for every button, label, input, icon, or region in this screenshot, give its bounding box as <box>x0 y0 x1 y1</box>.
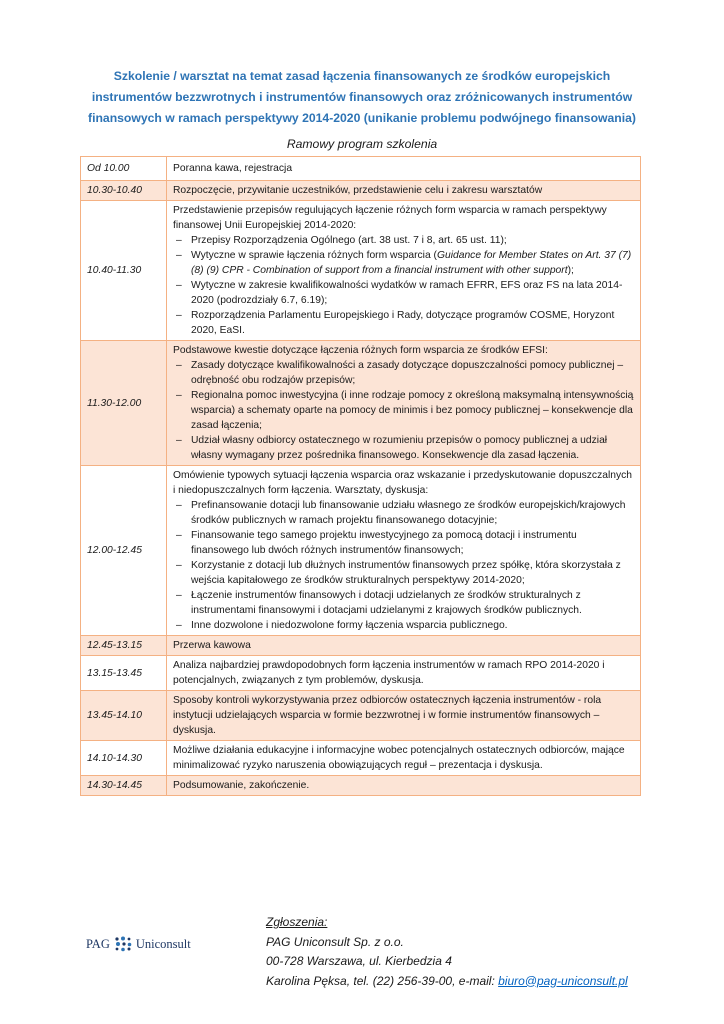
description-cell: Sposoby kontroli wykorzystywania przez odbiorców ostatecznych łączenia instrumentów - rola instytucji udzielających wsparcia w formie bezzwrotnej i w formie instrumentów finansowych – dyskusja. <box>167 691 641 741</box>
description-cell <box>167 466 641 636</box>
email-link[interactable]: biuro@pag-uniconsult.pl <box>498 973 628 988</box>
time-cell: 10.30-10.40 <box>81 181 167 201</box>
guidance-title: Guidance for Member States on Art. 37 (7) (8) (9) CPR - Combination of support from a financial instrument with other support <box>191 250 632 276</box>
description-cell: Przerwa kawowa <box>167 636 641 656</box>
time-cell: 12.45-13.15 <box>81 636 167 656</box>
time-cell: 13.15-13.45 <box>81 656 167 691</box>
table-row <box>81 181 641 201</box>
description-intro: Podstawowe kwestie dotyczące łączenia różnych form wsparcia ze środków EFSI: <box>173 345 548 356</box>
table-row <box>81 466 641 636</box>
time-cell: 13.45-14.10 <box>81 691 167 741</box>
contact-heading: Zgłoszenia: <box>266 915 328 929</box>
list-item: – Inne dozwolone i niedozwolone formy łączenia wsparcia publicznego. <box>173 618 634 633</box>
logo-text-left: PAG <box>86 936 110 951</box>
list-item: – Wytyczne w zakresie kwalifikowalności wydatków w ramach EFRR, EFS oraz FS na lata 2014-2020 (podrozdziały 6.7, 6.19); <box>173 278 634 308</box>
description-intro: Przedstawienie przepisów regulujących łączenie różnych form wsparcia w ramach perspektywy finansowej Unii Europejskiej 2014-2020: <box>173 205 607 231</box>
contact-address: 00-728 Warszawa, ul. Kierbedzia 4 <box>266 954 452 968</box>
description-cell: Podsumowanie, zakończenie. <box>167 776 641 796</box>
time-cell: 11.30-12.00 <box>81 341 167 466</box>
list-item: – Finansowanie tego samego projektu inwestycyjnego za pomocą dotacji i instrumentu finansowego lub dwóch różnych instrumentów finansowych; <box>173 528 634 558</box>
description-cell: Możliwe działania edukacyjne i informacyjne wobec potencjalnych ostatecznych odbiorców, mające minimalizować ryzyko naruszenia obowiązujących reguł – prezentacja i dyskusja. <box>167 741 641 776</box>
list-item: – Regionalna pomoc inwestycyjna (i inne rodzaje pomocy z określoną maksymalną intensywnością wsparcia) a schematy oparte na pomocy de minimis i bez pomocy publicznej – konsekwencje dla zasad łączenia; <box>173 388 634 433</box>
contact-block <box>266 913 628 991</box>
table-row <box>81 201 641 341</box>
time-cell: Od 10.00 <box>81 157 167 181</box>
table-row <box>81 636 641 656</box>
list-item: – Łączenie instrumentów finansowych i dotacji udzielanych ze środków strukturalnych z instrumentami finansowymi i dotacjami udzielanymi z krajowych środków publicznych. <box>173 588 634 618</box>
list-item: – Zasady dotyczące kwalifikowalności a zasady dotyczące dopuszczalności pomocy publicznej – odrębność obu rodzajów przepisów; <box>173 358 634 388</box>
logo-text-right: Uniconsult <box>135 936 191 951</box>
description-cell <box>167 341 641 466</box>
list-item: – Prefinansowanie dotacji lub finansowanie udziału własnego ze środków europejskich/krajowych środków publicznych w ramach projektu finansowanego dotacyjnie; <box>173 498 634 528</box>
schedule-table <box>80 156 641 796</box>
company-logo <box>86 936 191 952</box>
list-item: – Udział własny odbiorcy ostatecznego w rozumieniu przepisów o pomocy publicznej a udział własny wymagany przez pośrednika finansowego. Konsekwencje dla zasad łączenia. <box>173 433 634 463</box>
description-cell: Rozpoczęcie, przywitanie uczestników, przedstawienie celu i zakresu warsztatów <box>167 181 641 201</box>
list-item-text: Wytyczne w sprawie łączenia różnych form wsparcia ( <box>191 250 437 261</box>
list-item <box>173 248 634 278</box>
document-subtitle: Ramowy program szkolenia <box>286 137 438 151</box>
table-row <box>81 157 641 181</box>
description-intro: Omówienie typowych sytuacji łączenia wsparcia oraz wskazanie i przedyskutowanie dopuszczalnych i niedopuszczalnych form łączenia. Warsztaty, dyskusja: <box>173 470 632 496</box>
table-row <box>81 656 641 691</box>
time-cell: 10.40-11.30 <box>81 201 167 341</box>
logo-dots-icon <box>114 936 132 952</box>
contact-company: PAG Uniconsult Sp. z o.o. <box>266 934 404 949</box>
list-item: – Przepisy Rozporządzenia Ogólnego (art. 38 ust. 7 i 8, art. 65 ust. 11); <box>173 233 634 248</box>
description-cell: Poranna kawa, rejestracja <box>167 157 641 181</box>
list-item-text: ); <box>567 265 574 276</box>
table-row <box>81 776 641 796</box>
table-row <box>81 691 641 741</box>
contact-person-line <box>266 972 628 992</box>
list-item: – Rozporządzenia Parlamentu Europejskiego i Rady, dotyczące programów COSME, Horyzont 2020, EaSI. <box>173 308 634 338</box>
time-cell: 14.10-14.30 <box>81 741 167 776</box>
table-row <box>81 741 641 776</box>
description-cell: Analiza najbardziej prawdopodobnych form łączenia instrumentów w ramach RPO 2014-2020 i potencjalnych, związanych z tym problemów, dyskusja. <box>167 656 641 691</box>
time-cell: 12.00-12.45 <box>81 466 167 636</box>
description-cell <box>167 201 641 341</box>
document-title: Szkolenie / warsztat na temat zasad łączenia finansowanych ze środków europejskich instrumentów bezzwrotnych i instrumentów finansowych oraz zróżnicowanych instrumentów finansowych w ramach perspektywy 2014-2020 (unikanie problemu podwójnego finansowania) <box>88 69 636 125</box>
bullet-list <box>173 358 634 463</box>
bullet-list <box>173 233 634 338</box>
contact-person: Karolina Pęksa, tel. (22) 256-39-00, e-mail: <box>266 973 499 988</box>
table-row <box>81 341 641 466</box>
bullet-list <box>173 498 634 633</box>
list-item: – Korzystanie z dotacji lub dłużnych instrumentów finansowych przez spółkę, która skorzystała z wejścia kapitałowego ze środków strukturalnych perspektywy 2014-2020; <box>173 558 634 588</box>
time-cell: 14.30-14.45 <box>81 776 167 796</box>
